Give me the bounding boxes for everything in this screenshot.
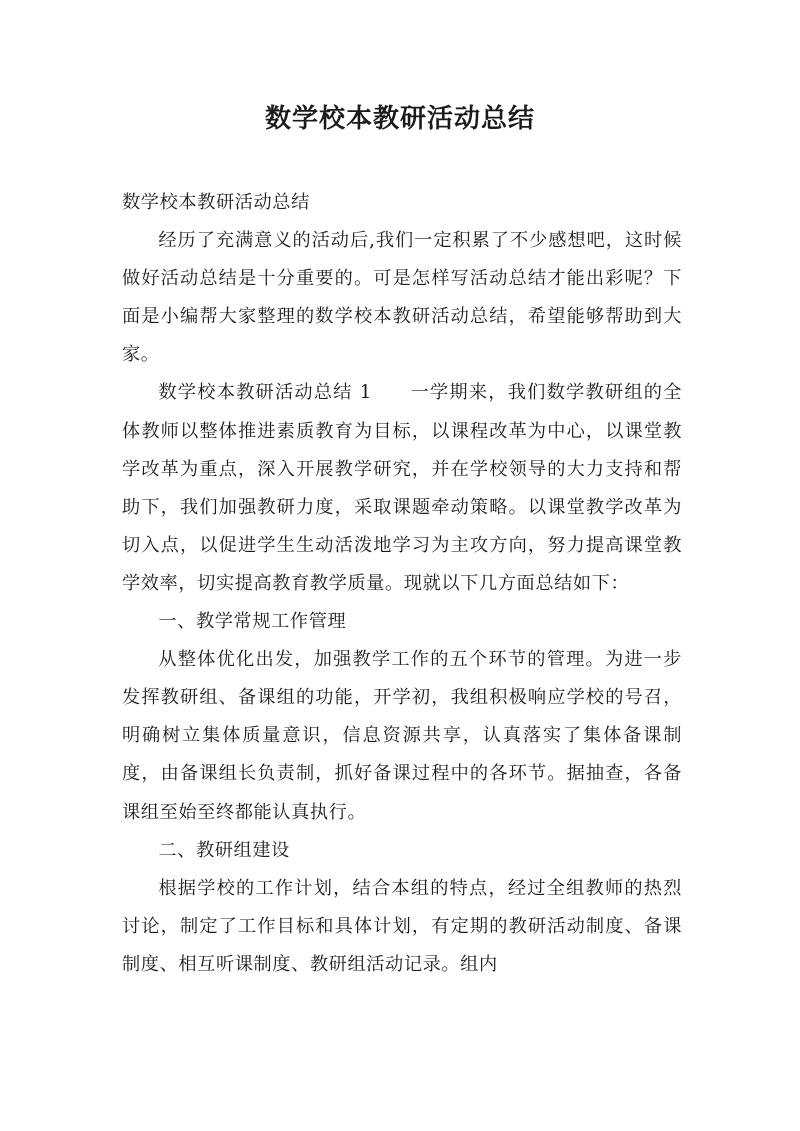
heading-teaching-management: 一、教学常规工作管理 <box>158 611 347 633</box>
document-title: 数学校本教研活动总结 <box>264 104 535 134</box>
paragraph-intro: 经历了充满意义的活动后,我们一定积累了不少感想吧，这时候做好活动总结是十分重要的。可是怎样写活动总结才能出彩呢？下面是小编帮大家整理的数学校本教研活动总结，希望能够帮助到大家。 <box>122 230 682 366</box>
heading-research-group: 二、教研组建设 <box>158 839 290 861</box>
paragraph-teaching-management: 从整体优化出发，加强教学工作的五个环节的管理。为进一步发挥教研组、备课组的功能，开学初，我组积极响应学校的号召，明确树立集体质量意识，信息资源共享，认真落实了集体备课制度，由备课组长负责制，抓好备课过程中的各环节。据抽查，各备课组至始至终都能认真执行。 <box>122 649 682 823</box>
document-subtitle: 数学校本教研活动总结 <box>122 192 310 213</box>
paragraph-research-group: 根据学校的工作计划，结合本组的特点，经过全组教师的热烈讨论，制定了工作目标和具体计划，有定期的教研活动制度、备课制度、相互听课制度、教研组活动记录。组内 <box>122 877 682 975</box>
document-body <box>122 184 682 984</box>
paragraph-section-1 <box>122 374 682 603</box>
section-label: 数学校本教研活动总结 1 <box>158 382 372 404</box>
section-1-text: 一学期来，我们数学教研组的全体教师以整体推进素质教育为目标，以课程改革为中心，以课堂教学改革为重点，深入开展教学研究，并在学校领导的大力支持和帮助下，我们加强教研力度，采取课题牵动策略。以课堂教学改革为切入点，以促进学生生动活泼地学习为主攻方向，努力提高课堂教学效率，切实提高教育教学质量。现就以下几方面总结如下： <box>122 382 682 594</box>
